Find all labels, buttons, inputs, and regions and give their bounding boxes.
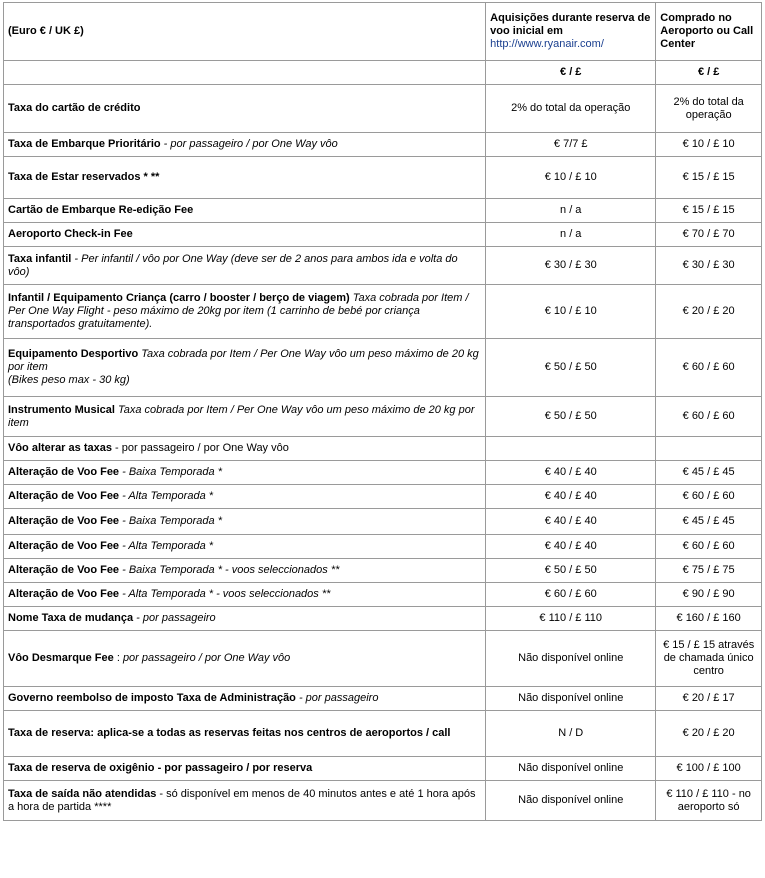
table-row <box>4 607 762 631</box>
fee-airport-value: € 20 / £ 20 <box>656 285 762 339</box>
fee-note-extra: (Bikes peso max - 30 kg) <box>8 374 130 386</box>
fee-online-value: € 60 / £ 60 <box>486 583 656 607</box>
fee-description <box>4 223 486 247</box>
fee-description <box>4 711 486 757</box>
fee-airport-value: € 70 / £ 70 <box>656 223 762 247</box>
table-row <box>4 247 762 285</box>
header-online-label: Aquisições durante reserva de voo inicial em <box>490 12 651 37</box>
fee-online-value: € 40 / £ 40 <box>486 485 656 509</box>
fee-label: Alteração de Voo Fee <box>8 540 120 552</box>
fee-plain-note: : <box>113 652 123 664</box>
fee-description <box>4 607 486 631</box>
fee-online-value: € 10 / £ 10 <box>486 285 656 339</box>
table-row <box>4 199 762 223</box>
fee-airport-value: € 90 / £ 90 <box>656 583 762 607</box>
header-airport <box>656 3 762 61</box>
fee-description <box>4 339 486 397</box>
table-row <box>4 781 762 821</box>
fee-online-value: N / D <box>486 711 656 757</box>
fee-online-value: € 40 / £ 40 <box>486 461 656 485</box>
fee-note: Taxa cobrada por Item / Per One Way vôo um peso máximo de 20 kg por item <box>8 403 475 429</box>
fee-airport-value: € 60 / £ 60 <box>656 339 762 397</box>
fees-table <box>3 2 762 821</box>
fee-airport-value: € 15 / £ 15 <box>656 199 762 223</box>
fee-label: Alteração de Voo Fee <box>8 490 120 502</box>
fee-label: Vôo Desmarque Fee <box>8 652 114 664</box>
fee-label: Alteração de Voo Fee <box>8 466 120 478</box>
fee-airport-value: € 75 / £ 75 <box>656 559 762 583</box>
fee-note: - Alta Temporada * <box>119 540 214 552</box>
fee-online-value: n / a <box>486 199 656 223</box>
fee-label: Governo reembolso de imposto Taxa de Administração <box>8 692 296 704</box>
fee-note: - por passageiro <box>133 612 216 624</box>
header-currency-label: (Euro € / UK £) <box>8 25 84 37</box>
fee-airport-value: 2% do total da operação <box>656 85 762 133</box>
fee-note: Taxa cobrada por Item / Per One Way vôo um peso máximo de 20 kg por item <box>8 348 479 373</box>
header-online <box>486 3 656 61</box>
fee-description <box>4 535 486 559</box>
fee-label: Taxa de reserva: aplica-se a todas as reservas feitas nos centros de aeroportos / call <box>8 727 451 739</box>
table-row <box>4 757 762 781</box>
fee-online-value: € 7/7 £ <box>486 133 656 157</box>
table-row <box>4 461 762 485</box>
fee-description <box>4 437 486 461</box>
fee-online-value: € 30 / £ 30 <box>486 247 656 285</box>
fee-online-value: Não disponível online <box>486 757 656 781</box>
fee-description <box>4 757 486 781</box>
table-row <box>4 631 762 687</box>
fee-online-value: € 40 / £ 40 <box>486 535 656 559</box>
fee-description <box>4 199 486 223</box>
fee-label: Taxa do cartão de crédito <box>8 102 141 114</box>
table-row <box>4 583 762 607</box>
table-row <box>4 535 762 559</box>
fee-label: Taxa de saída não atendidas <box>8 787 157 800</box>
fee-note: - Per infantil / vôo por One Way (deve ser de 2 anos para ambos ida e volta do vôo) <box>8 252 458 278</box>
fee-online-value: € 50 / £ 50 <box>486 339 656 397</box>
header-row <box>4 3 762 61</box>
fee-airport-value: € 110 / £ 110 - no aeroporto só <box>656 781 762 821</box>
fee-note: - por passageiro <box>295 692 379 704</box>
fee-label: Cartão de Embarque Re-edição Fee <box>8 204 194 216</box>
table-row <box>4 397 762 437</box>
fee-label: Taxa de Embarque Prioritário <box>8 138 161 150</box>
fee-online-value: € 110 / £ 110 <box>486 607 656 631</box>
fee-airport-value: € 10 / £ 10 <box>656 133 762 157</box>
fee-airport-value: € 60 / £ 60 <box>656 535 762 559</box>
fee-description <box>4 157 486 199</box>
table-row <box>4 509 762 535</box>
fee-label: Taxa de Estar reservados * ** <box>8 171 160 183</box>
fee-description <box>4 583 486 607</box>
table-row <box>4 285 762 339</box>
fee-label: Alteração de Voo Fee <box>8 588 120 600</box>
fee-label: Infantil / Equipamento Criança (carro / booster / berço de viagem) <box>8 292 350 304</box>
fee-description <box>4 285 486 339</box>
fee-online-value: € 50 / £ 50 <box>486 397 656 437</box>
fee-plain-note: - por passageiro / por One Way vôo <box>111 442 289 454</box>
table-row <box>4 711 762 757</box>
fee-airport-value: € 160 / £ 160 <box>656 607 762 631</box>
fee-online-value: € 40 / £ 40 <box>486 509 656 535</box>
fee-airport-value: € 100 / £ 100 <box>656 757 762 781</box>
unit-airport: € / £ <box>656 61 762 85</box>
fee-label: Alteração de Voo Fee <box>8 515 120 527</box>
fee-description <box>4 85 486 133</box>
fee-airport-value: € 45 / £ 45 <box>656 509 762 535</box>
header-currency <box>4 3 486 61</box>
fee-airport-value: € 15 / £ 15 <box>656 157 762 199</box>
table-row <box>4 157 762 199</box>
fee-airport-value: € 45 / £ 45 <box>656 461 762 485</box>
fee-label: Taxa de reserva de oxigênio - por passageiro / por reserva <box>8 762 313 774</box>
fee-online-value: Não disponível online <box>486 781 656 821</box>
unit-row <box>4 61 762 85</box>
fee-label: Aeroporto Check-in Fee <box>8 228 133 240</box>
fee-airport-value: € 60 / £ 60 <box>656 485 762 509</box>
table-row <box>4 223 762 247</box>
fee-note: - Baixa Temporada * - voos seleccionados ** <box>119 564 340 576</box>
fee-online-value: € 50 / £ 50 <box>486 559 656 583</box>
fee-label: Taxa infantil <box>8 252 72 265</box>
fee-label: Instrumento Musical <box>8 403 115 416</box>
fee-online-value: 2% do total da operação <box>486 85 656 133</box>
fee-online-value: Não disponível online <box>486 687 656 711</box>
fee-note: - Baixa Temporada * <box>119 515 222 527</box>
fee-description <box>4 397 486 437</box>
fee-online-value: € 10 / £ 10 <box>486 157 656 199</box>
fee-label: Vôo alterar as taxas <box>8 442 112 454</box>
fee-description <box>4 485 486 509</box>
fee-online-value: Não disponível online <box>486 631 656 687</box>
fee-description <box>4 781 486 821</box>
fee-label: Alteração de Voo Fee <box>8 564 120 576</box>
fee-airport-value <box>656 437 762 461</box>
table-row <box>4 559 762 583</box>
unit-empty <box>4 61 486 85</box>
fee-airport-value: € 60 / £ 60 <box>656 397 762 437</box>
fee-note: Taxa cobrada por Item / Per One Way Flight - peso máximo de 20kg por item (1 carrinho de bebé por criança transportados gratuitamente). <box>8 292 469 330</box>
fee-description <box>4 687 486 711</box>
fee-note: - Alta Temporada * - voos seleccionados ** <box>119 588 331 600</box>
fee-description <box>4 509 486 535</box>
fee-label: Equipamento Desportivo <box>8 348 139 360</box>
fee-description <box>4 461 486 485</box>
fee-airport-value: € 20 / £ 17 <box>656 687 762 711</box>
fee-note: por passageiro / por One Way vôo <box>122 652 291 664</box>
fee-description <box>4 247 486 285</box>
fee-description <box>4 559 486 583</box>
fee-airport-value: € 20 / £ 20 <box>656 711 762 757</box>
fee-plain-note: - só disponível em menos de 40 minutos antes e até 1 hora após a hora de partida **** <box>8 787 476 813</box>
table-row <box>4 687 762 711</box>
fee-label: Nome Taxa de mudança <box>8 612 134 624</box>
header-airport-label: Comprado no Aeroporto ou Call Center <box>660 12 754 50</box>
fee-online-value: n / a <box>486 223 656 247</box>
fee-airport-value: € 15 / £ 15 através de chamada único centro <box>656 631 762 687</box>
table-row <box>4 485 762 509</box>
table-row <box>4 133 762 157</box>
fee-description <box>4 631 486 687</box>
ryanair-link[interactable]: http://www.ryanair.com/ <box>490 38 604 50</box>
fee-note: - Baixa Temporada * <box>119 466 222 478</box>
unit-online: € / £ <box>486 61 656 85</box>
fee-online-value <box>486 437 656 461</box>
table-row <box>4 339 762 397</box>
fee-description <box>4 133 486 157</box>
fee-note: - Alta Temporada * <box>119 490 214 502</box>
table-row <box>4 437 762 461</box>
fee-airport-value: € 30 / £ 30 <box>656 247 762 285</box>
fee-note: - por passageiro / por One Way vôo <box>160 138 338 150</box>
table-row <box>4 85 762 133</box>
